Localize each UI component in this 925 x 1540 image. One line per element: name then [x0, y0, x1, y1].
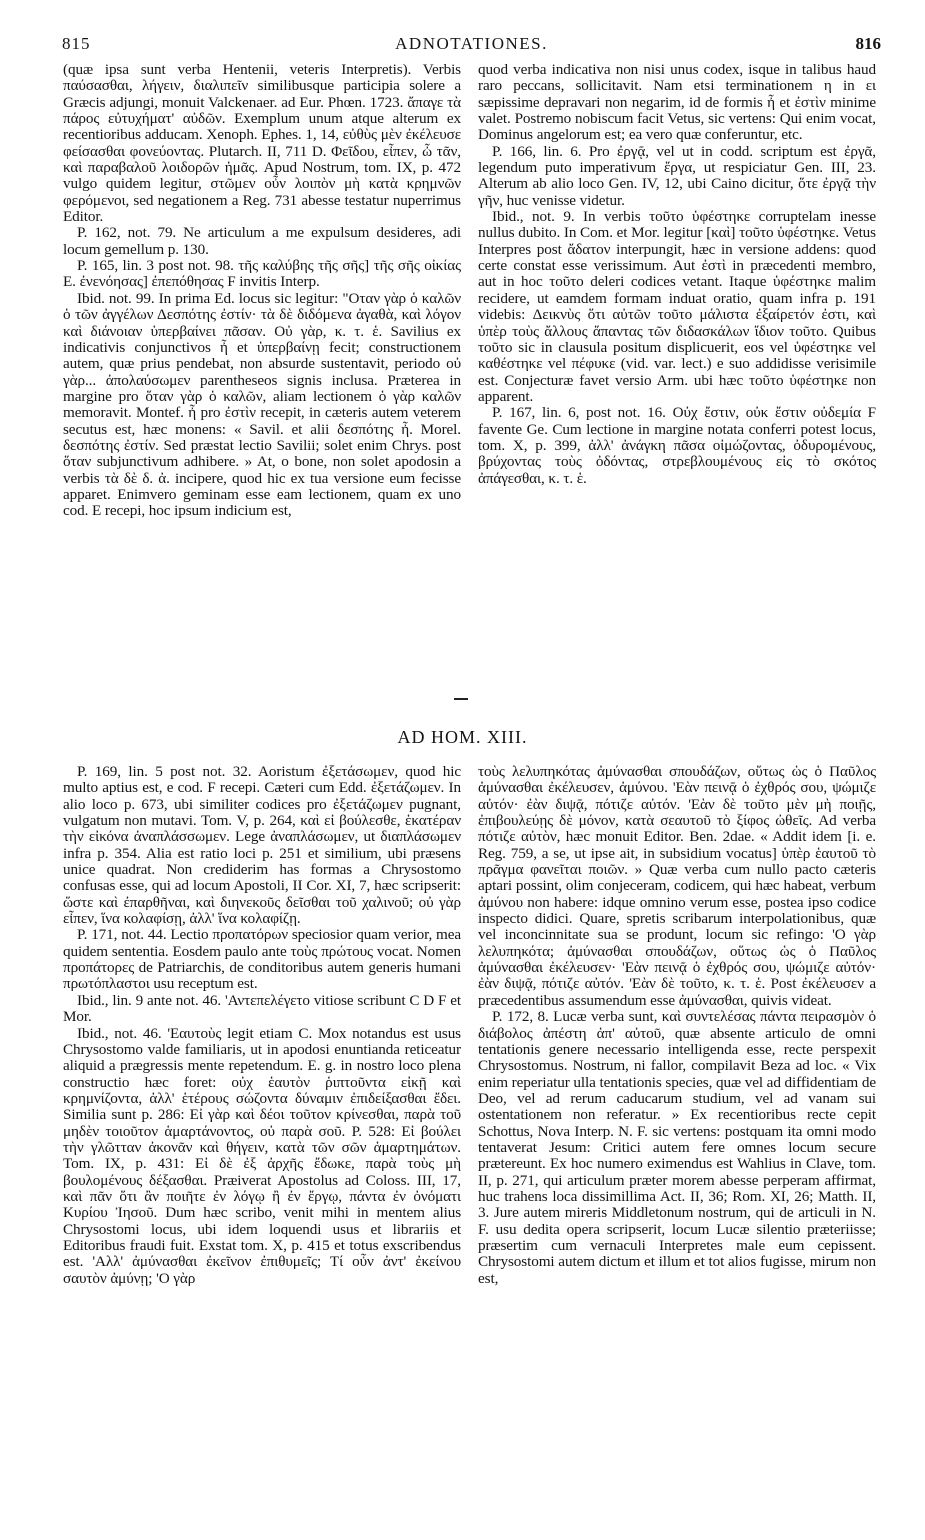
paragraph: P. 166, lin. 6. Pro ἐργᾷ, vel ut in codd. scriptum est ἐργᾶ, legendum puto imperativum ἔργα, ut respiciatur Gen. III, 23. Alterum ab alio loco Gen. IV, 12, ubi Caino dicitur, ὅτε ἐργᾷ τὴν γῆν, huc venisse videtur. [478, 142, 876, 209]
top-left-column [63, 62, 461, 520]
running-header [62, 34, 881, 60]
bottom-right-column [478, 764, 876, 1287]
section-heading: AD HOM. XIII. [397, 727, 528, 747]
paragraph: P. 172, 8. Lucæ verba sunt, καὶ συντελέσας πάντα πειρασμὸν ὁ διάβολος ἀπέστη ἀπ' αὐτοῦ, quæ absente articulo de omni tentationis genere necessario intelligenda esse, recte perspexit Chrysostomus. Nostrum, ni fallor, compilavit Beza ad loc. « Vix enim reperiatur ulla tentationis species, quæ vel ad diffidentiam de Deo, vel ad rerum caducarum studium, vel ad vanam sui ostentationem non referatur. » Ex recentioribus recte cepit Schottus, Nova Interp. N. F. sic vertens: postquam ita omni modo tentaverat Jesum: Critici autem fere omnes locum secure prætereunt. Ex hoc numero eximendus est Wahlius in Clave, tom. II, p. 271, qui articulum præter morem abesse perperam affirmat, huc trahens loca dissimillima Act. II, 36; Rom. XI, 26; Matth. II, 3. Jure autem mireris Middletonum nostrum, qui de articuli in N. F. usu dedita opera scripserit, locum Lucæ silentio præteriisse; præsertim cum vernaculi Interpretes male eum cepissent. Chrysostomi autem dictum et illum et tot alios fugisse, mirum non est, [478, 1008, 876, 1287]
paragraph: Ibid., not. 46. 'Εαυτοὺς legit etiam C. Mox notandus est usus Chrysostomo valde familiaris, ut in apodosi enuntianda reticeatur aliquid a prægressis mente repetendum. E. g. in nostro loco plena constructio hæc foret: οὐχ ἑαυτὸν ῥιπτοῦντα εἰκῇ καὶ κρημνίζοντα, ἀλλ' ἑτέρους σώζοντα δύναμιν ἐπιδείξασθαι ἔδει. Similia sunt p. 286: Εἰ γὰρ καὶ δέοι τοῦτον κρίνεσθαι, παρὰ τοῦ μηδὲν τοιοῦτον ἁμαρτάνοντος, οὐ παρὰ σοῦ. P. 528: Εἰ βούλει τὴν γλῶτταν ἀκονᾶν καὶ θήγειν, κατὰ τῶν σῶν ἁμαρτημάτων. Tom. IX, p. 431: Εἰ δὲ ἐξ ἀρχῆς ἔδωκε, παρὰ τοὺς μὴ βουλομένους δέξασθαι. Præiverat Apostolus ad Coloss. III, 17, καὶ πᾶν ὅτι ἂν ποιῆτε ἐν λόγῳ ἢ ἐν ἔργῳ, πάντα ἐν ὀνόματι Κυρίου Ἰησοῦ. Dum hæc scribo, venit mihi in mentem alius Chrysostomi locus, ubi idem loquendi usus et librariis et Editoribus fraudi fuit. Exstat tom. X, p. 415 et totus exscribendus est. 'Αλλ' ἀμύνασθαι ἐκεῖνον ἐπιθυμεῖς; Τί οὖν ἀντ' ἐκείνου σαυτὸν ἀμύνῃ; 'Ο γὰρ [63, 1024, 461, 1287]
paragraph: τοὺς λελυπηκότας ἀμύνασθαι σπουδάζων, οὕτως ὡς ὁ Παῦλος ἀμύνασθαι ἐκέλευσεν, ἀμύνου. 'Εὰν πεινᾷ ὁ ἐχθρός σου, ψώμιζε αὐτόν· ἐὰν διψᾷ, πότιζε αὐτόν. 'Εὰν δὲ τοῦτο μὲν μὴ ποιῇς, ἐπιβουλεύῃς δὲ μόνον, κατὰ σεαυτοῦ τὸ ξίφος ὠθεῖς. Ad verba πότιζε αὐτὸν, hæc monuit Editor. Ben. 2dae. « Addit idem [i. e. Reg. 759, a se, ut ipse ait, in subsidium vocatus] ὑπὲρ ἑαυτοῦ τὸ πρᾶγμα φανεῖται ποιῶν. » Quæ verba cum nullo pacto cæteris aptari possint, olim conjeceram, codicem, qui hæc habeat, verbum ἀμύνου non habere: idque omnino verum esse, postea ipso codice inspecto didici. Quare, spretis scribarum interpolationibus, quæ vel inconcinnitate sua se produnt, locum sic refingo: 'Ο γὰρ λελυπηκότα; ἀμύνασθαι σπουδάζων, οὕτως ὡς ὁ Παῦλος ἀμύνασθαι ἐκέλευσεν· 'Εὰν πεινᾷ ὁ ἐχθρός σου, ψώμιζε αὐτόν· ἐὰν διψᾷ, πότιζε αὐτόν. 'Εὰν δὲ τοῦτο, κ. τ. ἑ. Post ἐκέλευσεν a præcedentibus assumendum esse ἀμύνασθαι, quivis videat. [478, 763, 876, 1009]
paragraph: P. 169, lin. 5 post not. 32. Aoristum ἐξετάσωμεν, quod hic multo aptius est, e cod. F recepi. Cæteri cum Edd. ἐξετάζωμεν. In alio loco p. 673, ubi similiter codices pro ἐξετάζωμεν pugnant, vulgatum non mutavi. Tom. V, p. 264, καὶ εἰ βούλεσθε, ἑκατέραν τὴν εἰκόνα ἀναπλάσσωμεν. Lege ἀναπλάσωμεν, ut διαπλάσωμεν infra p. 354. Alia est ratio loci p. 251 et similium, ubi præsens unice quadrat. Non crediderim has formas a Chrysostomo confusas esse, qui ad locum Apostoli, II Cor. XI, 7, hæc scripserit: ὥστε καὶ ἐπαρθῆναι, καὶ διηνεκοῦς δεῖσθαι τοῦ χαλινοῦ; οὐ γὰρ εἶπεν, ἵνα κολαφίσῃ, ἀλλ' ἵνα κολαφίζῃ. [63, 763, 461, 928]
page-number-left: 815 [62, 34, 91, 53]
paragraph: P. 162, not. 79. Ne articulum a me expulsum desideres, adi locum gemellum p. 130. [63, 224, 461, 258]
paragraph: Ibid., not. 9. In verbis τοῦτο ὑφέστηκε corruptelam inesse nullus dubito. In Com. et Mor. legitur [καὶ] τοῦτο ὑφέστηκε. Vetus Interpres post ἄδατον interpungit, hæc in versione addens: quod certe constat esse verissimum. Aut ἐστὶ in præcedenti membro, aut in hoc τοῦτο deleri codices vetant. Itaque ὑφέστηκε malim recidere, ut eamdem formam induat oratio, quam infra p. 191 videbis: Δεικνὺς ὅτι αὐτῶν τοῦτο μάλιστα ἐξαίρετόν ἐστι, καὶ ὑπὲρ τοὺς ἄλλους ἅπαντας τῶν διδασκάλων ἴδιον τοῦτο. Quibus τοῦτο sic in clausula positum displicuerit, eos vel ὑφέστηκε vel καθέστηκε vel πέφυκε (vid. var. lect.) e suo addidisse verisimile est. Conjecturæ favet versio Arm. ubi hæc τοῦτο ὑφέστηκε non apparent. [478, 208, 876, 405]
bottom-left-column [63, 764, 461, 1287]
paragraph: (quæ ipsa sunt verba Hentenii, veteris Interpretis). Verbis παύσασθαι, λήγειν, διαλιπεῖν similibusque participia solere a Græcis adjungi, monuit Valckenaer. ad Eur. Phœn. 1723. ἄπαγε τὰ πάρος εὐτυχήματ' αὐδῶν. Exemplum unum atque alterum ex recentioribus adducam. Xenoph. Ephes. 1, 14, εὐθὺς μὲν ἐκέλευσε φείσασθαι φονεύοντας. Plutarch. II, 711 D. Φεῖδου, εἶπεν, ὦ τᾶν, καὶ παραβαλοῦ λοιδορῶν ἡμᾶς. Apud Nostrum, tom. IX, p. 472 vulgo quidem legitur, στῶμεν οὖν λοιπὸν μὴ κατὰ κρημνῶν φερόμενοι, sed negationem a Reg. 731 abesse testatur nuperrimus Editor. [63, 61, 461, 226]
paragraph: Ibid. not. 99. In prima Ed. locus sic legitur: "Οταν γὰρ ὁ καλῶν ὁ τῶν ἀγγέλων Δεσπότης ἐστίν· τὰ δὲ διδόμενα ἀγαθὰ, καὶ λόγον καὶ διάνοιαν ὑπερβαίνει πᾶσαν. Οὐ γὰρ, κ. τ. ἑ. Savilius ex indicativis conjunctivos ἦ et ὑπερβαίνῃ fecit; constructionem autem, quæ prius pendebat, non absurde sustentavit, periodo οὐ γὰρ... ἀπολαύσωμεν parentheseos signis inclusa. Præterea in margine pro ὅταν γὰρ ὁ καλῶν, aliam lectionem ὁ γὰρ καλῶν memoravit. Montef. ἦ pro ἐστὶν recepit, in cæteris autem veterem secutus est, hæc monens: « Savil. et alii δεσπότης ἦ. Morel. δεσπότης ἐστίν. Sed præstat lectio Savilii; solet enim Chrys. post ὅταν subjunctivum adhibere. » At, o bone, non solet apodosin a verbis τὰ δὲ δ. ἀ. incipere, quod hic ex tua versione eum fecisse apparet. Enimvero geminam esse eam lectionem, quam ex uno cod. E recepi, hoc ipsum indicium est, [63, 289, 461, 520]
page-number-right: 816 [855, 34, 881, 53]
running-title: ADNOTATIONES. [395, 34, 548, 53]
paragraph: P. 171, not. 44. Lectio προπατόρων speciosior quam verior, mea quidem sententia. Eosdem paulo ante τοὺς πρώτους vocat. Nomen προπάτορες de Patriarchis, de conditoribus autem generis humani πρωτόπλαστοι usu receptum est. [63, 926, 461, 993]
top-right-column [478, 62, 876, 487]
section-divider [454, 698, 468, 700]
paragraph: quod verba indicativa non nisi unus codex, isque in talibus haud raro peccans, sollicitavit. Nam etsi terminationem η in ει sæpissime depravari non negarim, id de formis ἦ et ἐστὶν minime valet. Postremo nobiscum facit Vetus, sic vertens: Qui enim vocat, Dominus angelorum est; ea vero quæ conferuntur, etc. [478, 61, 876, 144]
paragraph: P. 167, lin. 6, post not. 16. Οὐχ ἔστιν, οὐκ ἔστιν οὐδεμία F favente Ge. Cum lectione in margine notata conferri potest locus, tom. X, p. 399, ἀλλ' ἀνάγκη πᾶσα οἰμώζοντας, ὀδυρομένους, βρύχοντας τοὺς ὀδόντας, στρεβλουμένους εἰς τὸ σκότος ἀπάγεσθαι, κ. τ. ἑ. [478, 404, 876, 487]
paragraph: P. 165, lin. 3 post not. 98. τῆς καλύβης τῆς σῆς] τῆς σῆς οἰκίας E. ἐνενόησας] ἐπεπόθησας F invitis Interp. [63, 257, 461, 291]
paragraph: Ibid., lin. 9 ante not. 46. 'Αντεπελέγετο vitiose scribunt C D F et Mor. [63, 991, 461, 1026]
